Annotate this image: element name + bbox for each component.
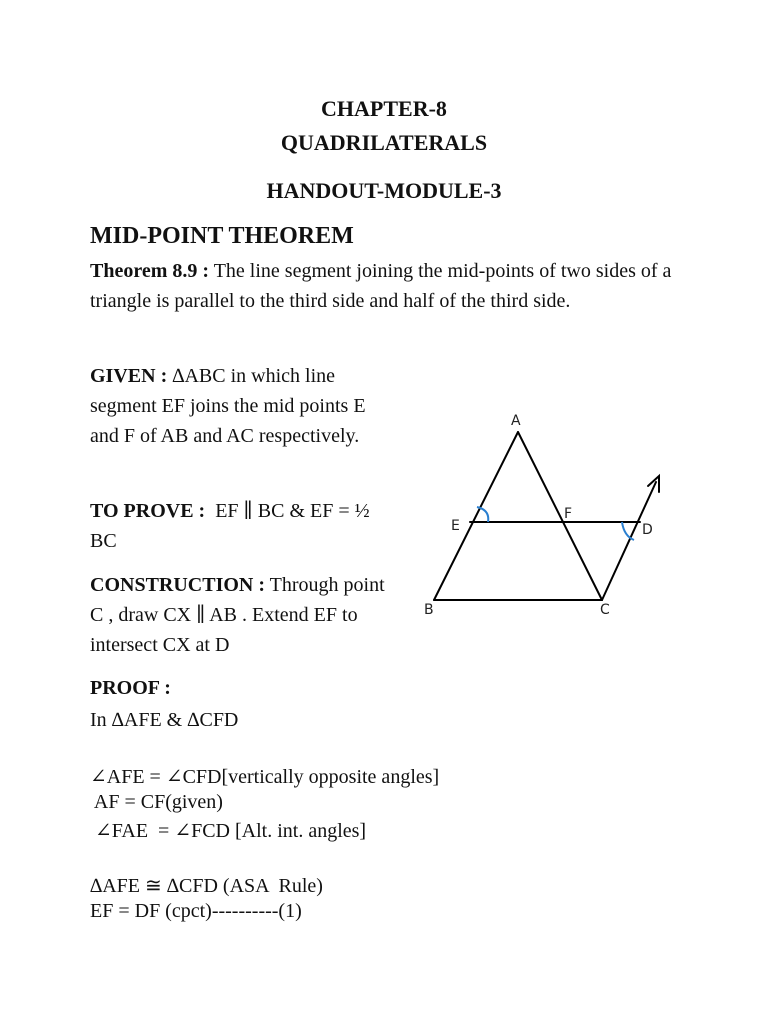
ray-cx: [602, 482, 656, 600]
proof-label: PROOF :: [90, 677, 171, 699]
midpoint-theorem-figure: [410, 400, 690, 630]
to-prove-label: TO PROVE :: [90, 500, 206, 522]
section-title: MID-POINT THEOREM: [90, 223, 354, 249]
subject-heading: QUADRILATERALS: [280, 130, 488, 155]
proof-line-4: ∠FAE = ∠FCD [Alt. int. angles]: [90, 820, 367, 842]
construction-text: Through point C , draw CX ∥ AB . Extend EF to intersect CX at D: [90, 574, 385, 656]
proof-line-1: In ∆AFE & ∆CFD: [90, 709, 239, 731]
theorem-label: Theorem 8.9 :: [90, 260, 210, 282]
given-label: GIVEN :: [90, 365, 168, 387]
segment-ac: [518, 432, 602, 600]
handout-heading: HANDOUT-MODULE-3: [266, 178, 502, 203]
chapter-heading: CHAPTER-8: [321, 96, 447, 121]
label-f: F: [564, 506, 573, 522]
angle-arc-d: [622, 522, 634, 540]
segment-ab: [434, 432, 518, 600]
proof-line-2: ∠AFE = ∠CFD[vertically opposite angles]: [90, 766, 440, 788]
proof-line-5: ∆AFE ≅ ∆CFD (ASA Rule): [90, 875, 323, 897]
label-d: D: [642, 522, 653, 538]
theorem-paragraph: [90, 256, 690, 316]
construction-label: CONSTRUCTION :: [90, 574, 266, 596]
label-c: C: [600, 602, 610, 618]
label-a: A: [511, 413, 521, 429]
proof-line-3: AF = CF(given): [90, 791, 223, 813]
to-prove-paragraph: [90, 496, 390, 556]
construction-paragraph: [90, 570, 390, 660]
theorem-text: The line segment joining the mid-points of two sides of a triangle is parallel to the third side and half of the third side.: [90, 260, 672, 312]
given-paragraph: [90, 361, 390, 451]
to-prove-text: EF ∥ BC & EF = ½ BC: [90, 500, 375, 552]
label-b: B: [424, 602, 434, 618]
proof-line-6: EF = DF (cpct)----------(1): [90, 900, 302, 922]
label-e: E: [451, 518, 460, 534]
given-text: ∆ABC in which line segment EF joins the mid points E and F of AB and AC respectively.: [90, 365, 366, 447]
